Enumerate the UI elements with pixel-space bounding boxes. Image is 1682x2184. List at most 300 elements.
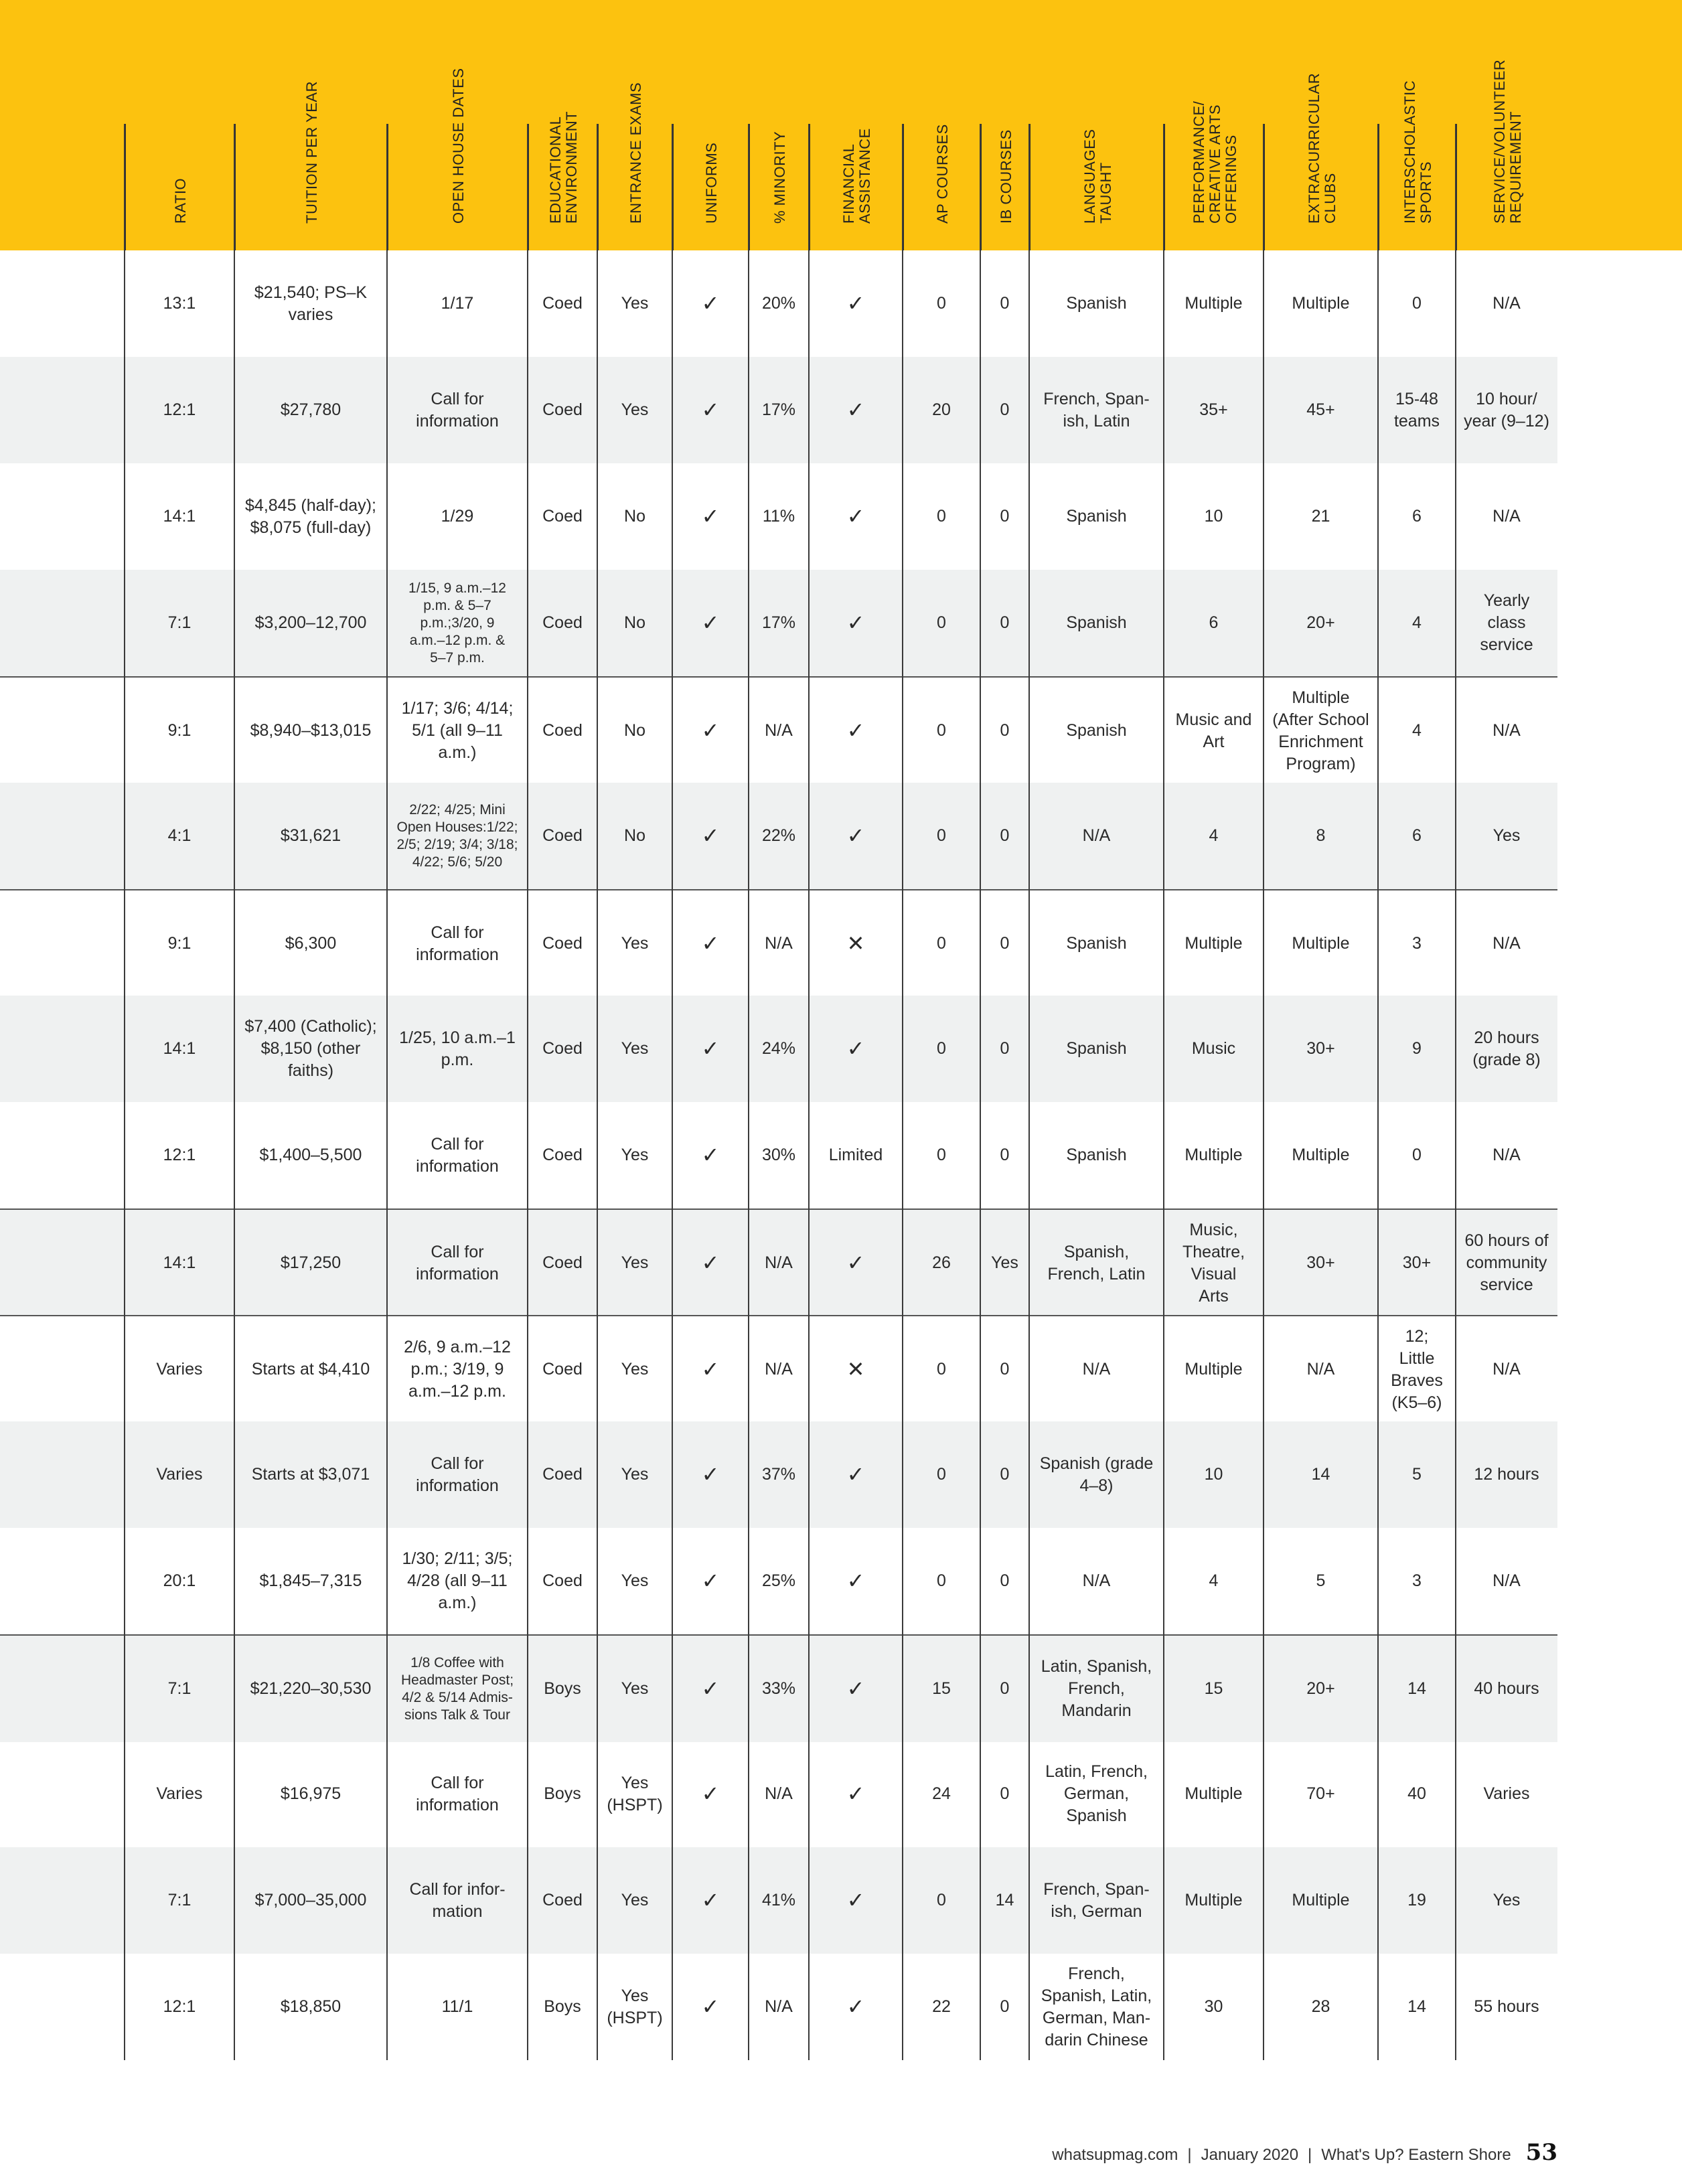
cell-tuition: Starts at $3,071: [251, 1465, 370, 1484]
cell-uniforms: ✓: [701, 1251, 720, 1275]
cell-ratio: 14:1: [163, 1039, 196, 1058]
cell-entrance: Yes: [621, 294, 649, 313]
cell-entrance: Yes (HSPT): [607, 1986, 663, 2027]
column-divider: [672, 124, 673, 2060]
cell-arts: 10: [1204, 507, 1223, 526]
cell-arts: 30: [1204, 1997, 1223, 2016]
footer-issue: January 2020: [1201, 2146, 1299, 2164]
cell-financial: ✓: [846, 1676, 865, 1701]
cell-financial: ✕: [846, 1357, 865, 1381]
cell-languages: French, Span- ish, Latin: [1043, 389, 1150, 431]
cell-ib: 0: [1000, 400, 1010, 419]
cell-environment: Coed: [542, 934, 583, 953]
column-divider: [902, 124, 903, 2060]
cell-financial: ✓: [846, 1036, 865, 1061]
cell-ib: 0: [1000, 1997, 1010, 2016]
cell-entrance: Yes: [621, 1891, 649, 1909]
cell-open_house: 1/17; 3/6; 4/14; 5/1 (all 9–11 a.m.): [401, 699, 514, 762]
cell-environment: Coed: [542, 1039, 583, 1058]
cell-ib: 0: [1000, 934, 1010, 953]
cell-clubs: 45+: [1306, 400, 1335, 419]
cell-sports: 6: [1412, 507, 1422, 526]
cell-ib: 0: [1000, 721, 1010, 740]
cell-sports: 4: [1412, 721, 1422, 740]
cell-open_house: Call for information: [416, 1454, 499, 1495]
cell-languages: Spanish: [1066, 934, 1127, 953]
cell-ib: 0: [1000, 1146, 1010, 1164]
cell-entrance: Yes: [621, 400, 649, 419]
footer-separator: |: [1187, 2146, 1192, 2164]
cell-ap: 0: [937, 507, 946, 526]
cell-environment: Coed: [542, 1465, 583, 1484]
cell-arts: Multiple: [1184, 1784, 1243, 1803]
cell-languages: Spanish, French, Latin: [1047, 1242, 1146, 1283]
cell-service: N/A: [1493, 1146, 1521, 1164]
cell-languages: Spanish: [1066, 1039, 1127, 1058]
column-divider: [980, 124, 981, 2060]
cell-ratio: 12:1: [163, 1997, 196, 2016]
cell-environment: Coed: [542, 1571, 583, 1590]
cell-financial: ✓: [846, 718, 865, 743]
cell-sports: 30+: [1402, 1253, 1432, 1272]
cell-arts: Music, Theatre, Visual Arts: [1182, 1220, 1245, 1306]
cell-minority: 30%: [761, 1146, 796, 1164]
cell-service: N/A: [1493, 721, 1521, 740]
cell-financial: ✓: [846, 611, 865, 635]
cell-entrance: Yes: [621, 1146, 649, 1164]
cell-arts: Multiple: [1184, 1360, 1243, 1379]
cell-arts: Multiple: [1184, 934, 1243, 953]
cell-uniforms: ✓: [701, 1462, 720, 1486]
cell-tuition: $7,400 (Catholic); $8,150 (other faiths): [244, 1017, 377, 1080]
cell-service: Yearly class service: [1480, 591, 1533, 654]
column-header-tuition: [234, 81, 388, 250]
cell-languages: Spanish: [1066, 507, 1127, 526]
cell-financial: ✓: [846, 504, 865, 528]
cell-ratio: Varies: [156, 1360, 203, 1379]
cell-service: N/A: [1493, 934, 1521, 953]
column-divider: [748, 124, 749, 2060]
cell-uniforms: ✓: [701, 1143, 720, 1167]
cell-minority: 33%: [761, 1679, 796, 1698]
cell-entrance: Yes: [621, 1571, 649, 1590]
cell-service: 40 hours: [1474, 1679, 1539, 1698]
cell-ap: 26: [932, 1253, 951, 1272]
cell-minority: 17%: [761, 613, 796, 632]
cell-entrance: No: [624, 507, 645, 526]
cell-service: 55 hours: [1474, 1997, 1539, 2016]
cell-ratio: 4:1: [167, 826, 192, 845]
cell-minority: N/A: [765, 1360, 793, 1379]
cell-clubs: 20+: [1306, 1679, 1335, 1698]
cell-arts: Multiple: [1184, 1891, 1243, 1909]
cell-entrance: Yes (HSPT): [607, 1773, 663, 1814]
cell-ratio: Varies: [156, 1465, 203, 1484]
cell-ib: 0: [1000, 613, 1010, 632]
cell-ib: 0: [1000, 1571, 1010, 1590]
cell-sports: 9: [1412, 1039, 1422, 1058]
cell-arts: Multiple: [1184, 294, 1243, 313]
cell-minority: 20%: [761, 294, 796, 313]
cell-entrance: Yes: [621, 1679, 649, 1698]
cell-service: N/A: [1493, 1360, 1521, 1379]
cell-environment: Boys: [544, 1997, 581, 2016]
cell-minority: 25%: [761, 1571, 796, 1590]
column-header-label: ENTRANCE EXAMS: [627, 82, 644, 224]
cell-open_house: 11/1: [441, 1997, 473, 2016]
cell-clubs: 20+: [1306, 613, 1335, 632]
cell-ib: 0: [1000, 294, 1010, 313]
cell-clubs: 5: [1316, 1571, 1326, 1590]
cell-minority: N/A: [765, 721, 793, 740]
cell-environment: Coed: [542, 400, 583, 419]
cell-arts: 10: [1204, 1465, 1223, 1484]
cell-uniforms: ✓: [701, 1357, 720, 1381]
cell-minority: 37%: [761, 1465, 796, 1484]
cell-tuition: $31,621: [280, 826, 341, 845]
cell-environment: Coed: [542, 826, 583, 845]
column-divider: [386, 124, 388, 2060]
cell-environment: Coed: [542, 613, 583, 632]
cell-service: N/A: [1493, 1571, 1521, 1590]
cell-sports: 14: [1407, 1997, 1426, 2016]
cell-clubs: 21: [1311, 507, 1330, 526]
column-header-label: SERVICE/VOLUNTEER REQUIREMENT: [1491, 59, 1524, 224]
cell-tuition: $3,200–12,700: [254, 613, 367, 632]
column-divider: [1263, 124, 1264, 2060]
cell-ratio: 20:1: [163, 1571, 196, 1590]
cell-languages: Spanish: [1066, 1146, 1127, 1164]
cell-service: Yes: [1493, 1891, 1521, 1909]
column-header-minority: [749, 124, 810, 250]
cell-ratio: 9:1: [167, 721, 192, 740]
cell-ib: 0: [1000, 1039, 1010, 1058]
cell-sports: 6: [1412, 826, 1422, 845]
page-footer: [1052, 2139, 1557, 2166]
cell-sports: 19: [1407, 1891, 1426, 1909]
cell-ratio: 12:1: [163, 1146, 196, 1164]
cell-ib: Yes: [991, 1253, 1018, 1272]
column-divider: [234, 124, 235, 2060]
column-header-label: EDUCATIONAL ENVIRONMENT: [547, 110, 580, 224]
footer-separator: |: [1308, 2146, 1312, 2164]
cell-ap: 0: [937, 1891, 946, 1909]
cell-minority: 11%: [762, 507, 795, 526]
column-header-clubs: [1264, 72, 1379, 250]
cell-clubs: 28: [1311, 1997, 1330, 2016]
cell-tuition: $17,250: [280, 1253, 341, 1272]
column-divider: [1377, 124, 1379, 2060]
cell-tuition: $4,845 (half-day); $8,075 (full-day): [245, 495, 376, 537]
column-divider: [527, 124, 528, 2060]
cell-service: 60 hours of community service: [1464, 1231, 1549, 1294]
cell-ratio: 7:1: [167, 1679, 192, 1698]
cell-financial: Limited: [828, 1146, 883, 1164]
cell-languages: Spanish (grade 4–8): [1039, 1454, 1154, 1495]
cell-uniforms: ✓: [701, 1569, 720, 1593]
column-header-ap: [903, 124, 982, 250]
column-divider: [1163, 124, 1164, 2060]
cell-ap: 0: [937, 826, 946, 845]
page-number: 53: [1525, 2139, 1557, 2166]
cell-uniforms: ✓: [701, 504, 720, 528]
cell-environment: Coed: [542, 721, 583, 740]
cell-open_house: Call for information: [416, 389, 499, 431]
cell-ap: 24: [932, 1784, 951, 1803]
column-header-open_house: [387, 68, 529, 250]
cell-uniforms: ✓: [701, 398, 720, 422]
cell-ap: 20: [932, 400, 951, 419]
cell-tuition: $21,220–30,530: [250, 1679, 372, 1698]
cell-open_house: 1/29: [441, 507, 474, 526]
cell-environment: Coed: [542, 294, 583, 313]
cell-tuition: $8,940–$13,015: [250, 721, 372, 740]
cell-open_house: Call for infor- mation: [409, 1879, 506, 1921]
cell-uniforms: ✓: [701, 291, 720, 315]
cell-minority: N/A: [765, 934, 793, 953]
cell-languages: Latin, Spanish, French, Mandarin: [1041, 1657, 1152, 1720]
cell-service: 10 hour/ year (9–12): [1464, 389, 1549, 431]
column-header-entrance: [597, 82, 674, 250]
cell-ap: 0: [937, 934, 946, 953]
cell-environment: Boys: [544, 1679, 581, 1698]
cell-entrance: Yes: [621, 1253, 649, 1272]
cell-service: N/A: [1493, 507, 1521, 526]
cell-uniforms: ✓: [701, 1995, 720, 2019]
cell-service: Yes: [1493, 826, 1521, 845]
cell-clubs: 8: [1316, 826, 1326, 845]
column-header-environment: [528, 110, 599, 250]
cell-arts: 4: [1209, 1571, 1219, 1590]
column-header-uniforms: [672, 124, 750, 250]
column-header-languages: [1029, 124, 1165, 250]
cell-clubs: Multiple: [1292, 1146, 1350, 1164]
cell-minority: N/A: [765, 1997, 793, 2016]
cell-clubs: Multiple (After School Enrichment Program): [1272, 688, 1369, 773]
cell-ap: 0: [937, 613, 946, 632]
cell-ib: 14: [995, 1891, 1014, 1909]
column-header-label: LANGUAGES TAUGHT: [1081, 129, 1114, 224]
cell-ap: 0: [937, 1039, 946, 1058]
cell-minority: 24%: [761, 1039, 796, 1058]
column-divider: [1455, 124, 1456, 2060]
cell-arts: 4: [1209, 826, 1219, 845]
cell-ap: 22: [932, 1997, 951, 2016]
cell-financial: ✕: [846, 931, 865, 955]
cell-service: 12 hours: [1474, 1465, 1539, 1484]
cell-open_house: 1/15, 9 a.m.–12 p.m. & 5–7 p.m.;3/20, 9 a.m.–12 p.m. & 5–7 p.m.: [408, 580, 506, 666]
cell-ib: 0: [1000, 1784, 1010, 1803]
cell-financial: ✓: [846, 1995, 865, 2019]
cell-tuition: $27,780: [280, 400, 341, 419]
column-divider: [1028, 124, 1030, 2060]
cell-languages: N/A: [1082, 1360, 1111, 1379]
cell-ap: 0: [937, 1146, 946, 1164]
column-header-label: IB COURSES: [997, 129, 1014, 224]
cell-sports: 14: [1407, 1679, 1426, 1698]
cell-sports: 40: [1407, 1784, 1426, 1803]
cell-environment: Coed: [542, 1253, 583, 1272]
cell-ap: 0: [937, 1571, 946, 1590]
cell-entrance: Yes: [621, 1465, 649, 1484]
cell-financial: ✓: [846, 1251, 865, 1275]
cell-sports: 3: [1412, 934, 1422, 953]
cell-ib: 0: [1000, 826, 1010, 845]
cell-tuition: $21,540; PS–K varies: [254, 283, 368, 324]
cell-languages: Spanish: [1066, 721, 1127, 740]
cell-ib: 0: [1000, 1465, 1010, 1484]
cell-ratio: 9:1: [167, 934, 192, 953]
cell-tuition: $7,000–35,000: [254, 1891, 367, 1909]
cell-clubs: 14: [1311, 1465, 1330, 1484]
cell-languages: N/A: [1082, 1571, 1111, 1590]
cell-entrance: No: [624, 613, 645, 632]
cell-environment: Coed: [542, 1360, 583, 1379]
cell-ratio: 12:1: [163, 400, 196, 419]
column-header-financial: [809, 124, 904, 250]
cell-minority: 41%: [761, 1891, 796, 1909]
cell-sports: 5: [1412, 1465, 1422, 1484]
cell-ap: 15: [932, 1679, 951, 1698]
column-header-service: [1456, 59, 1559, 250]
cell-ib: 0: [1000, 507, 1010, 526]
column-divider: [808, 124, 810, 2060]
cell-ib: 0: [1000, 1679, 1010, 1698]
column-header-arts: [1164, 100, 1265, 250]
cell-ap: 0: [937, 294, 946, 313]
column-header-ratio: [125, 124, 236, 250]
cell-open_house: 1/8 Coffee with Headmaster Post; 4/2 & 5/14 Admis- sions Talk & Tour: [400, 1654, 514, 1723]
column-divider: [124, 124, 125, 2060]
cell-sports: 3: [1412, 1571, 1422, 1590]
cell-open_house: 2/22; 4/25; Mini Open Houses:1/22; 2/5; 2/19; 3/4; 3/18; 4/22; 5/6; 5/20: [396, 801, 518, 870]
cell-uniforms: ✓: [701, 1782, 720, 1806]
cell-open_house: 1/30; 2/11; 3/5; 4/28 (all 9–11 a.m.): [402, 1549, 513, 1612]
footer-publication: What's Up? Eastern Shore: [1321, 2146, 1511, 2164]
cell-sports: 12; Little Braves (K5–6): [1391, 1326, 1443, 1412]
cell-uniforms: ✓: [701, 611, 720, 635]
cell-clubs: Multiple: [1292, 1891, 1350, 1909]
cell-ratio: 13:1: [163, 294, 196, 313]
cell-languages: French, Spanish, Latin, German, Man- darin Chinese: [1041, 1964, 1152, 2049]
cell-ratio: 7:1: [167, 1891, 192, 1909]
cell-open_house: Call for information: [416, 1134, 499, 1176]
cell-financial: ✓: [846, 1462, 865, 1486]
column-header-label: % MINORITY: [771, 131, 788, 224]
cell-environment: Coed: [542, 1891, 583, 1909]
cell-arts: 6: [1209, 613, 1219, 632]
column-header-label: PERFORMANCE/ CREATIVE ARTS OFFERINGS: [1190, 100, 1239, 224]
cell-ratio: 14:1: [163, 1253, 196, 1272]
cell-arts: 35+: [1199, 400, 1228, 419]
cell-tuition: Starts at $4,410: [251, 1360, 370, 1379]
cell-uniforms: ✓: [701, 1888, 720, 1912]
cell-tuition: $6,300: [285, 934, 337, 953]
cell-tuition: $1,845–7,315: [259, 1571, 362, 1590]
cell-entrance: Yes: [621, 1039, 649, 1058]
cell-ap: 0: [937, 1360, 946, 1379]
cell-ap: 0: [937, 1465, 946, 1484]
cell-ap: 0: [937, 721, 946, 740]
cell-open_house: 2/6, 9 a.m.–12 p.m.; 3/19, 9 a.m.–12 p.m.: [404, 1338, 511, 1401]
cell-tuition: $18,850: [280, 1997, 341, 2016]
cell-clubs: N/A: [1306, 1360, 1335, 1379]
column-header-label: FINANCIAL ASSISTANCE: [840, 128, 873, 224]
cell-minority: N/A: [765, 1784, 793, 1803]
cell-environment: Coed: [542, 1146, 583, 1164]
cell-ratio: 7:1: [167, 613, 192, 632]
column-header-label: OPEN HOUSE DATES: [450, 68, 467, 224]
cell-minority: 17%: [761, 400, 796, 419]
column-header-label: UNIFORMS: [703, 142, 720, 224]
cell-arts: Music and Art: [1175, 710, 1252, 751]
cell-clubs: 70+: [1306, 1784, 1335, 1803]
cell-sports: 4: [1412, 613, 1422, 632]
cell-financial: ✓: [846, 398, 865, 422]
cell-open_house: 1/17: [441, 294, 474, 313]
cell-financial: ✓: [846, 1888, 865, 1912]
cell-uniforms: ✓: [701, 931, 720, 955]
cell-environment: Coed: [542, 507, 583, 526]
column-header-label: AP COURSES: [934, 124, 951, 224]
cell-environment: Boys: [544, 1784, 581, 1803]
cell-sports: 0: [1412, 294, 1422, 313]
cell-languages: Spanish: [1066, 294, 1127, 313]
cell-tuition: $16,975: [280, 1784, 341, 1803]
column-header-label: EXTRACURRICULAR CLUBS: [1305, 72, 1339, 224]
cell-service: Varies: [1483, 1784, 1530, 1803]
cell-languages: French, Span- ish, German: [1043, 1879, 1150, 1921]
cell-open_house: 1/25, 10 a.m.–1 p.m.: [399, 1028, 516, 1069]
cell-minority: 22%: [761, 826, 796, 845]
cell-minority: N/A: [765, 1253, 793, 1272]
column-header-label: RATIO: [172, 177, 189, 224]
cell-sports: 0: [1412, 1146, 1422, 1164]
cell-financial: ✓: [846, 1782, 865, 1806]
cell-arts: 15: [1204, 1679, 1223, 1698]
column-header-sports: [1378, 80, 1457, 250]
footer-site: whatsupmag.com: [1052, 2146, 1178, 2164]
cell-arts: Multiple: [1184, 1146, 1243, 1164]
cell-clubs: 30+: [1306, 1253, 1335, 1272]
cell-service: N/A: [1493, 294, 1521, 313]
cell-open_house: Call for information: [416, 1773, 499, 1814]
cell-ratio: Varies: [156, 1784, 203, 1803]
cell-financial: ✓: [846, 291, 865, 315]
cell-service: 20 hours (grade 8): [1472, 1028, 1541, 1069]
cell-arts: Music: [1191, 1039, 1236, 1058]
cell-clubs: Multiple: [1292, 294, 1350, 313]
cell-tuition: $1,400–5,500: [259, 1146, 362, 1164]
cell-sports: 15-48 teams: [1393, 389, 1440, 431]
cell-uniforms: ✓: [701, 718, 720, 743]
cell-clubs: Multiple: [1292, 934, 1350, 953]
column-header-label: TUITION PER YEAR: [303, 81, 320, 224]
column-header-ib: [980, 124, 1030, 250]
cell-clubs: 30+: [1306, 1039, 1335, 1058]
cell-open_house: Call for information: [416, 923, 499, 964]
cell-financial: ✓: [846, 1569, 865, 1593]
cell-ratio: 14:1: [163, 507, 196, 526]
cell-ib: 0: [1000, 1360, 1010, 1379]
cell-uniforms: ✓: [701, 1676, 720, 1701]
column-divider: [597, 124, 598, 2060]
cell-languages: N/A: [1082, 826, 1111, 845]
cell-open_house: Call for information: [416, 1242, 499, 1283]
cell-financial: ✓: [846, 824, 865, 848]
cell-languages: Spanish: [1066, 613, 1127, 632]
cell-uniforms: ✓: [701, 824, 720, 848]
